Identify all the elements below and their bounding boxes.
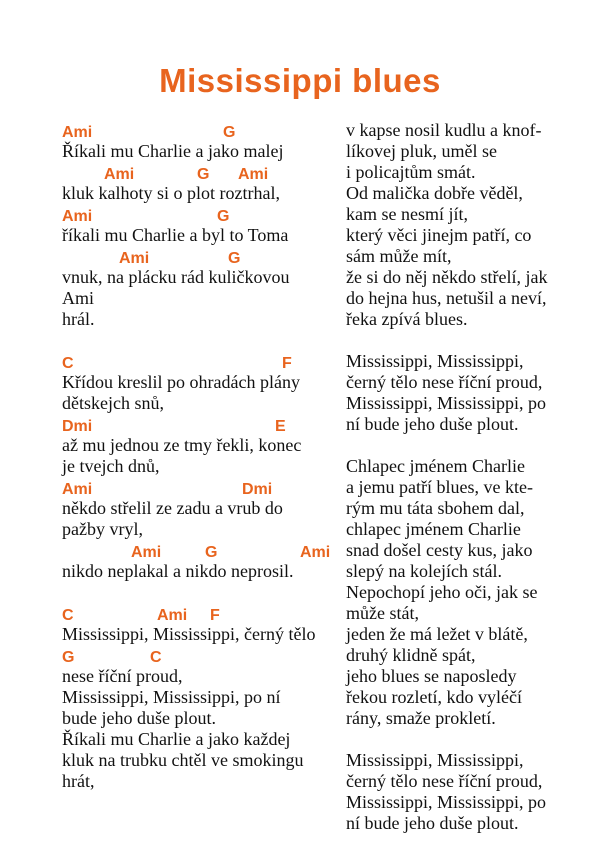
lyric-line: slepý na kolejích stál.: [346, 561, 502, 581]
right-column: [346, 120, 576, 834]
chord-line: [62, 477, 342, 498]
lyric-line: sám může mít,: [346, 246, 452, 266]
lyric-line: Mississippi, Mississippi, po: [346, 393, 547, 413]
lyric-line: [346, 330, 576, 351]
chord: G: [62, 649, 75, 666]
lyric-line: Mississippi, Mississippi, černý tělo: [62, 624, 316, 644]
lyric-line: Mississippi, Mississippi,: [346, 351, 524, 371]
chord: C: [150, 649, 162, 666]
chord: C: [62, 355, 74, 372]
lyric-line: pažby vryl,: [62, 519, 143, 539]
lyric-line: hrál.: [62, 309, 95, 329]
lyric-line: Říkali mu Charlie a jako každej: [62, 729, 291, 749]
lyric-line: dětskejch snů,: [62, 393, 164, 413]
lyric-line: Křídou kreslil po ohradách plány: [62, 372, 300, 392]
lyric-line: je tvejch dnů,: [62, 456, 160, 476]
chord-line: [62, 162, 342, 183]
lyric-line: [346, 435, 576, 456]
lyric-line: kluk kalhoty si o plot roztrhal,: [62, 183, 280, 203]
lyric-line: nikdo neplakal a nikdo neprosil.: [62, 561, 294, 581]
lyric-line: líkovej pluk, uměl se: [346, 141, 497, 161]
chord: Ami: [119, 250, 150, 267]
chord: F: [210, 607, 220, 624]
chord: G: [217, 208, 230, 225]
lyric-line: říkali mu Charlie a byl to Toma: [62, 225, 289, 245]
song-title: Mississippi blues: [159, 62, 441, 99]
lyric-line: že si do něj někdo střelí, jak: [346, 267, 548, 287]
chord: Ami: [300, 544, 331, 561]
left-column: [62, 120, 342, 792]
chord-line: [62, 246, 342, 267]
chord-line: [62, 645, 342, 666]
chord-line: [62, 603, 342, 624]
lyric-line: rány, smaže prokletí.: [346, 708, 496, 728]
lyric-line: vnuk, na plácku rád kuličkovou: [62, 267, 290, 287]
lyric-line: do hejna hus, netušil a neví,: [346, 288, 547, 308]
chord: Ami: [104, 166, 135, 183]
chord-line: [62, 414, 342, 435]
lyric-line: řekou rozletí, kdo vyléčí: [346, 687, 522, 707]
lyric-line: hrát,: [62, 771, 95, 791]
chord: Dmi: [242, 481, 273, 498]
chord: G: [205, 544, 218, 561]
chord: Ami: [131, 544, 162, 561]
chord: Ami: [62, 124, 93, 141]
chord: Ami: [62, 481, 93, 498]
chord: Dmi: [62, 418, 93, 435]
lyric-line: a jemu patří blues, ve kte-: [346, 477, 533, 497]
lyric-line: Mississippi, Mississippi,: [346, 750, 524, 770]
lyric-line: jeho blues se naposledy: [346, 666, 517, 686]
chord: Ami: [62, 208, 93, 225]
lyric-line: někdo střelil ze zadu a vrub do: [62, 498, 283, 518]
lyric-line: jeden že má ležet v blátě,: [346, 624, 528, 644]
lyric-line: v kapse nosil kudlu a knof-: [346, 120, 542, 140]
lyric-line: který věci jinejm patří, co: [346, 225, 532, 245]
lyric-line: chlapec jménem Charlie: [346, 519, 521, 539]
chord-line: [62, 120, 342, 141]
lyric-line: Od malička dobře věděl,: [346, 183, 523, 203]
chord-line: [62, 204, 342, 225]
lyric-line: [346, 729, 576, 750]
chord: G: [228, 250, 241, 267]
lyric-line: Říkali mu Charlie a jako malej: [62, 141, 284, 161]
chord-line: [62, 540, 342, 561]
lyric-line: ní bude jeho duše plout.: [346, 813, 519, 833]
chord: Ami: [157, 607, 188, 624]
lyric-line: ní bude jeho duše plout.: [346, 414, 519, 434]
chord: G: [223, 124, 236, 141]
lyric-line: černý tělo nese říční proud,: [346, 372, 543, 392]
lyric-line: Chlapec jménem Charlie: [346, 456, 525, 476]
lyric-line: rým mu táta sbohem dal,: [346, 498, 525, 518]
lyric-line: i policajtům smát.: [346, 162, 476, 182]
lyric-line: nese říční proud,: [62, 666, 183, 686]
lyric-line: snad došel cesty kus, jako: [346, 540, 533, 560]
lyric-line: bude jeho duše plout.: [62, 708, 216, 728]
lyric-line: Nepochopí jeho oči, jak se: [346, 582, 538, 602]
lyric-line: druhý klidně spát,: [346, 645, 476, 665]
chord: E: [275, 418, 286, 435]
lyric-line: černý tělo nese říční proud,: [346, 771, 543, 791]
lyric-line: Mississippi, Mississippi, po ní: [62, 687, 281, 707]
chord: Ami: [238, 166, 269, 183]
chord: F: [282, 355, 292, 372]
lyric-line: Mississippi, Mississippi, po: [346, 792, 547, 812]
lyric-line: až mu jednou ze tmy řekli, konec: [62, 435, 302, 455]
lyric-line: kam se nesmí jít,: [346, 204, 468, 224]
lyric-line: kluk na trubku chtěl ve smokingu: [62, 750, 304, 770]
lyric-line: řeka zpívá blues.: [346, 309, 468, 329]
lyric-line: může stát,: [346, 603, 419, 623]
chord: G: [197, 166, 210, 183]
chord-line: [62, 351, 342, 372]
lyric-line: Ami: [62, 288, 95, 308]
chord: C: [62, 607, 74, 624]
